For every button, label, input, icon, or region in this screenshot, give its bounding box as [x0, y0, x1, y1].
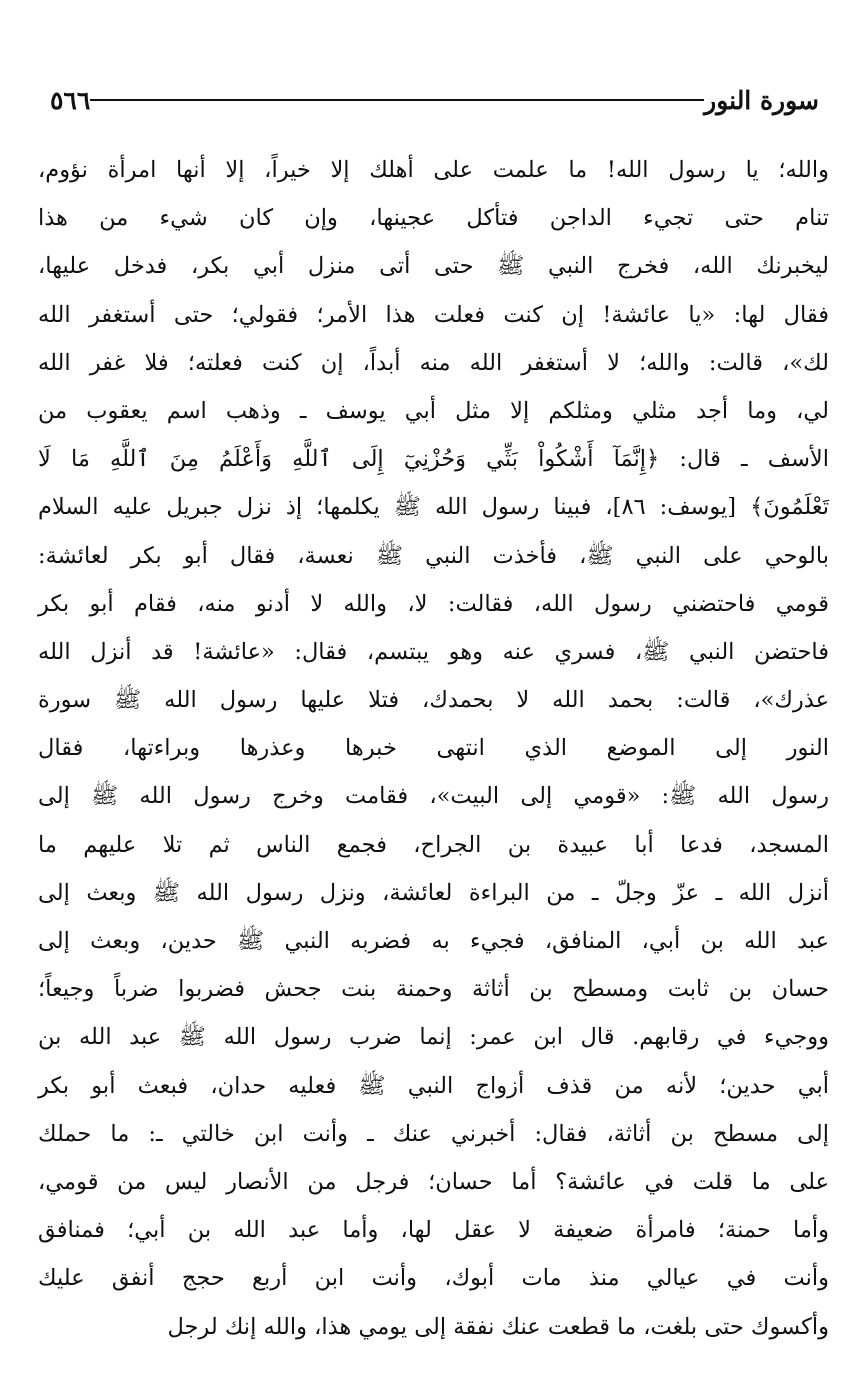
text-line: لي، وما أجد مثلي ومثلكم إلا مثل أبي يوسف ـ وذهب اسم يعقوب من	[38, 397, 829, 424]
text-line: ووجيء في رقابهم. قال ابن عمر: إنما ضرب رسول الله ﷺ عبد الله بن	[38, 1024, 829, 1051]
header-rule	[90, 99, 704, 101]
text-line: قومي فاحتضني رسول الله، فقالت: لا، والله لا أدنو منه، فقام أبو بكر	[38, 590, 829, 617]
text-line: تنام حتى تجيء الداجن فتأكل عجينها، وإن كان شيء من هذا	[38, 205, 829, 232]
text-line: على ما قلت في عائشة؟ أما حسان؛ فرجل من الأنصار ليس من قومي،	[38, 1168, 829, 1195]
text-line: لك»، قالت: والله؛ لا أستغفر الله منه أبداً، إن كنت فعلته؛ فلا غفر الله	[38, 349, 829, 376]
text-line: الأسف ـ قال: ﴿إِنَّمَآ أَشْكُواْ بَثِّي وَحُزْنِيٓ إِلَى ٱللَّهِ وَأَعْلَمُ مِنَ ٱللَّهِ مَا لَا	[38, 446, 829, 473]
page-number: ٥٦٦	[50, 85, 91, 115]
text-line: أبي حدين؛ لأنه من قذف أزواج النبي ﷺ فعليه حدان، فبعث أبو بكر	[38, 1072, 829, 1099]
text-line: ليخبرنك الله، فخرج النبي ﷺ حتى أتى منزل أبي بكر، فدخل عليها،	[38, 253, 829, 280]
text-line: عبد الله بن أبي، المنافق، فجيء به فضربه النبي ﷺ حدين، وبعث إلى	[38, 928, 829, 954]
running-header	[38, 80, 831, 120]
text-line: فاحتضن النبي ﷺ، فسري عنه وهو يبتسم، فقال: «عائشة! قد أنزل الله	[38, 638, 829, 665]
text-line: إلى مسطح بن أثاثة، فقال: أخبرني عنك ـ وأنت ابن خالتي ـ: ما حملك	[38, 1120, 829, 1147]
text-line: النور إلى الموضع الذي انتهى خبرها وعذرها وبراءتها، فقال	[38, 735, 829, 762]
text-line: فقال لها: «يا عائشة! إن كنت فعلت هذا الأمر؛ فقولي؛ حتى أستغفر الله	[38, 301, 829, 328]
body-text	[38, 146, 829, 1351]
text-line: وأنت في عيالي منذ مات أبوك، وأنت ابن أربع حجج أنفق عليك	[38, 1265, 829, 1292]
text-line: والله؛ يا رسول الله! ما علمت على أهلك إلا خيراً، إلا أنها امرأة نؤوم،	[38, 157, 829, 183]
text-line: عذرك»، قالت: بحمد الله لا بحمدك، فتلا عليها رسول الله ﷺ سورة	[38, 687, 829, 714]
surah-title: سورة النور	[704, 85, 819, 115]
text-line: رسول الله ﷺ: «قومي إلى البيت»، فقامت وخرج رسول الله ﷺ إلى	[38, 783, 829, 810]
text-line: المسجد، فدعا أبا عبيدة بن الجراح، فجمع الناس ثم تلا عليهم ما	[38, 831, 829, 858]
text-line: بالوحي على النبي ﷺ، فأخذت النبي ﷺ نعسة، فقال أبو بكر لعائشة:	[38, 542, 829, 569]
text-line: حسان بن ثابت ومسطح بن أثاثة وحمنة بنت جحش فضربوا ضرباً وجيعاً؛	[38, 976, 829, 1003]
text-line: أنزل الله ـ عزّ وجلّ ـ من البراءة لعائشة، ونزل رسول الله ﷺ وبعث إلى	[38, 879, 829, 906]
text-line: وأما حمنة؛ فامرأة ضعيفة لا عقل لها، وأما عبد الله بن أبي؛ فمنافق	[38, 1217, 829, 1244]
text-line: تَعْلَمُونَ﴾ [يوسف: ٨٦]، فبينا رسول الله ﷺ يكلمها؛ إذ نزل جبريل عليه السلام	[38, 494, 829, 521]
text-line: وأكسوك حتى بلغت، ما قطعت عنك نفقة إلى يومي هذا، والله إنك لرجل	[167, 1313, 829, 1340]
